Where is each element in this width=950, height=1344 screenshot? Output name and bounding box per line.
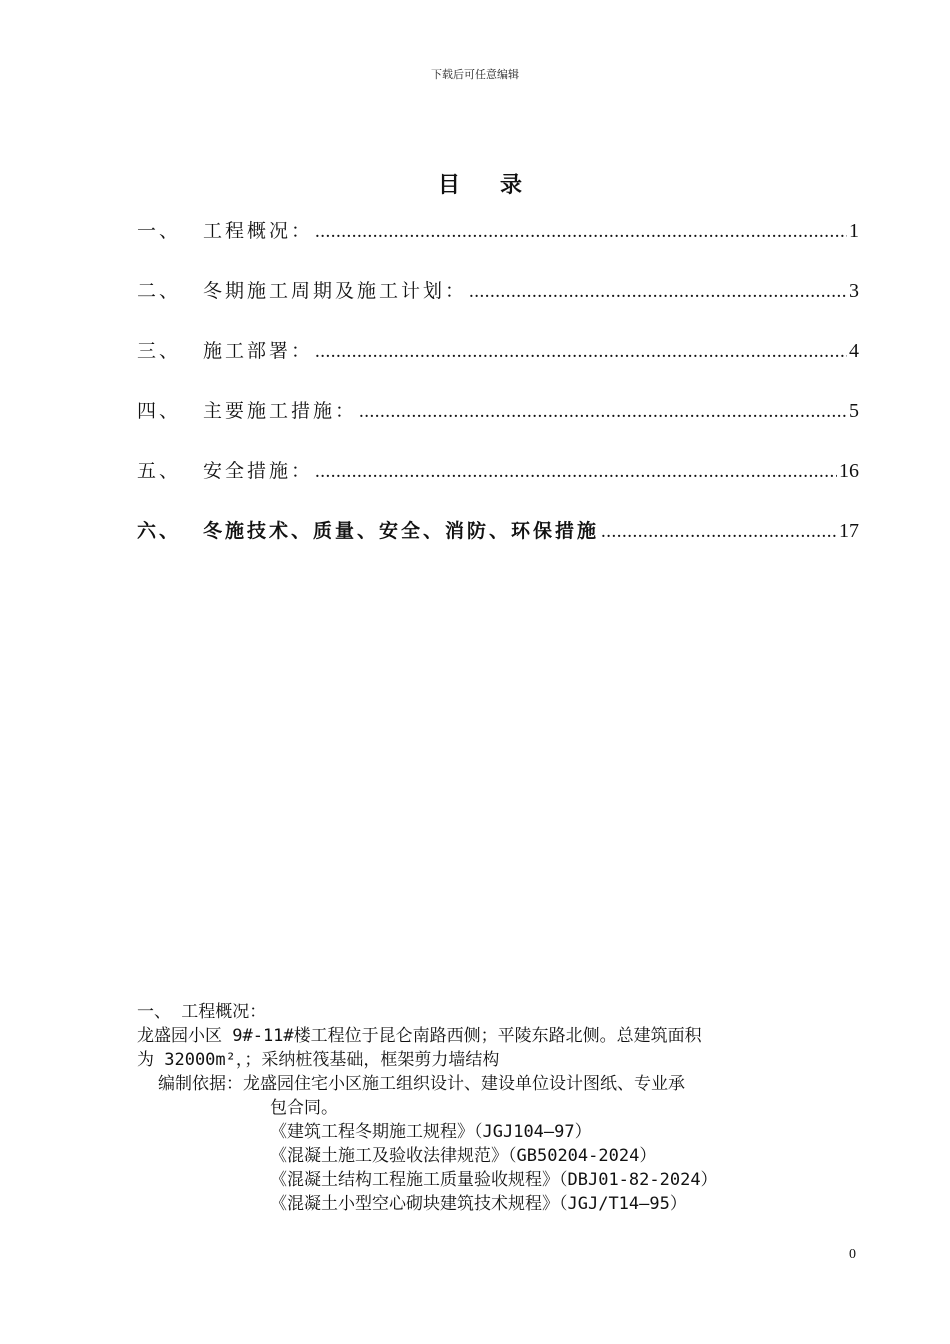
toc-entry-page: 1	[849, 220, 859, 242]
reference-item: 《混凝土小型空心砌块建筑技术规程》（JGJ/T14—95）	[270, 1194, 687, 1214]
toc-leader-dots	[315, 221, 847, 243]
toc-leader-dots	[359, 401, 847, 423]
toc-entry-label: 冬施技术、质量、安全、消防、环保措施	[203, 520, 600, 542]
page-number: 0	[849, 1247, 856, 1262]
basis-line: 编制依据：龙盛园住宅小区施工组织设计、建设单位设计图纸、专业承	[158, 1074, 685, 1094]
toc-leader-dots	[601, 521, 837, 543]
toc-entry-page: 16	[839, 460, 859, 482]
toc-entry-label: 冬期施工周期及施工计划：	[203, 280, 468, 302]
toc-leader-dots	[315, 461, 837, 483]
toc-entry-number: 六、	[137, 520, 182, 542]
paragraph-line: 龙盛园小区 9#-11#楼工程位于昆仑南路西侧；平陵东路北侧。总建筑面积	[137, 1026, 702, 1046]
toc-entry-page: 5	[849, 400, 859, 422]
toc-entry[interactable]	[137, 396, 859, 456]
reference-item: 《混凝土结构工程施工质量验收规程》（DBJ01-82-2024）	[270, 1170, 718, 1190]
toc-leader-dots	[315, 341, 847, 363]
toc-entry-page: 4	[849, 340, 859, 362]
toc-entry[interactable]	[137, 336, 859, 396]
toc-leader-dots	[469, 281, 847, 303]
toc-entry-number: 三、	[137, 340, 182, 362]
basis-line: 包合同。	[270, 1098, 338, 1118]
toc-entry-page: 17	[839, 520, 859, 542]
toc-entry-number: 四、	[137, 400, 182, 422]
toc-entry-label: 安全措施：	[203, 460, 314, 482]
toc-entry-number: 二、	[137, 280, 182, 302]
toc-entry-label: 工程概况：	[203, 220, 314, 242]
toc-entry[interactable]	[137, 456, 859, 516]
toc-title: 目录	[437, 173, 562, 198]
toc-entry-number: 一、	[137, 220, 182, 242]
toc-entry[interactable]	[137, 516, 859, 576]
section-overview	[137, 1000, 867, 1216]
toc-entry[interactable]	[137, 276, 859, 336]
reference-item: 《混凝土施工及验收法律规范》（GB50204-2024）	[270, 1146, 657, 1166]
toc-entry-number: 五、	[137, 460, 182, 482]
reference-item: 《建筑工程冬期施工规程》（JGJ104—97）	[270, 1122, 592, 1142]
toc-entry-label: 施工部署：	[203, 340, 314, 362]
toc-entry-page: 3	[849, 280, 859, 302]
table-of-contents	[137, 216, 859, 576]
section-heading: 一、 工程概况：	[137, 1002, 267, 1022]
header-note: 下载后可任意编辑	[431, 68, 519, 81]
paragraph-line: 为 32000m²，；采纳桩筏基础，框架剪力墙结构	[137, 1050, 500, 1070]
toc-entry[interactable]	[137, 216, 859, 276]
toc-entry-label: 主要施工措施：	[203, 400, 358, 422]
